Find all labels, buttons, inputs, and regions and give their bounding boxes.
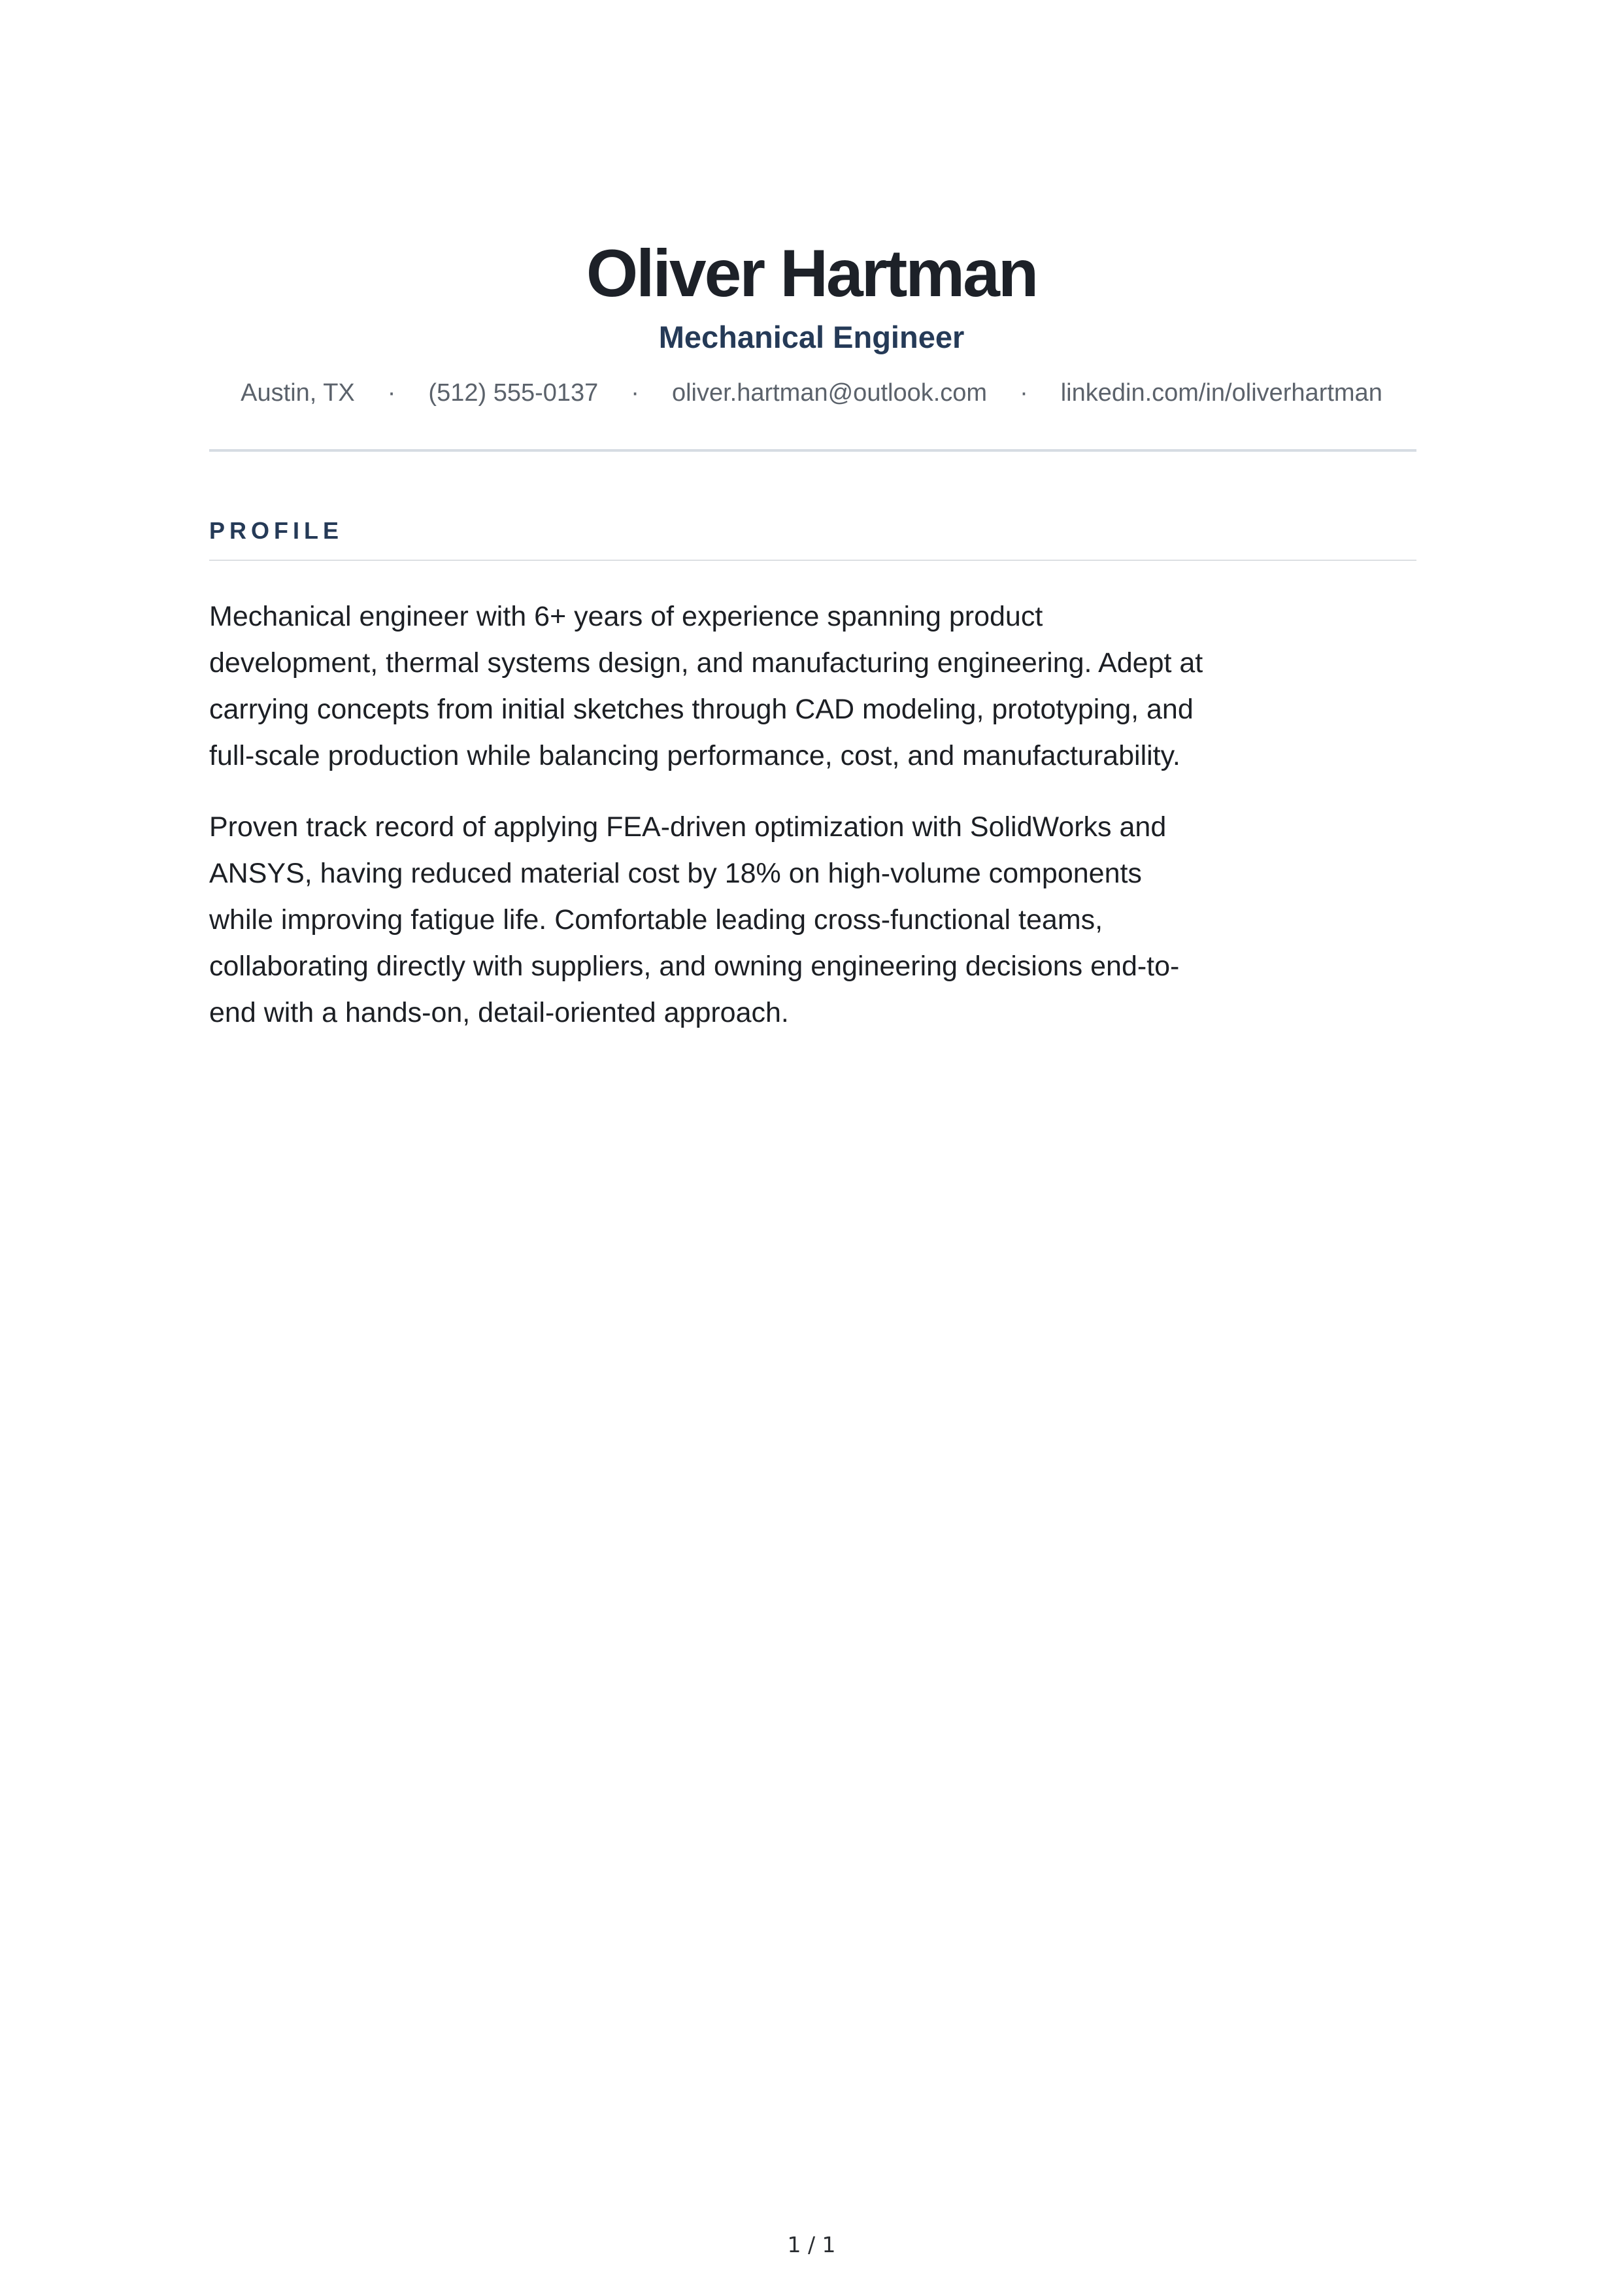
contact-separator: · [631, 379, 639, 407]
profile-body [209, 594, 1209, 1061]
contact-linkedin: linkedin.com/in/oliverhartman [1060, 379, 1382, 407]
page-indicator: 1 / 1 [787, 2232, 836, 2257]
contact-separator: · [1020, 379, 1028, 407]
contact-email: oliver.hartman@outlook.com [671, 379, 988, 407]
profile-paragraph: Mechanical engineer with 6+ years of experience spanning product development, thermal systems design, and manufacturing engineering. Adept at carrying concepts from initial sketches through CAD modeling, prototyping, and full-scale production while balancing performance, cost, and manufacturability. [209, 601, 1203, 771]
profile-divider [209, 560, 1416, 561]
contact-location: Austin, TX [241, 379, 355, 407]
candidate-name: Oliver Hartman [586, 236, 1037, 311]
profile-paragraph: Proven track record of applying FEA-driven optimization with SolidWorks and ANSYS, having reduced material cost by 18% on high-volume components while improving fatigue life. Comfortable leading cross-functional teams, collaborating directly with suppliers, and owning engineering decisions end-to-end with a hands-on, detail-oriented approach. [209, 811, 1180, 1028]
header-divider [209, 449, 1416, 452]
profile-heading: PROFILE [209, 517, 344, 544]
contact-separator: · [387, 379, 396, 407]
job-title: Mechanical Engineer [658, 320, 965, 354]
contact-phone: (512) 555-0137 [428, 379, 599, 407]
contact-line [209, 377, 1414, 409]
